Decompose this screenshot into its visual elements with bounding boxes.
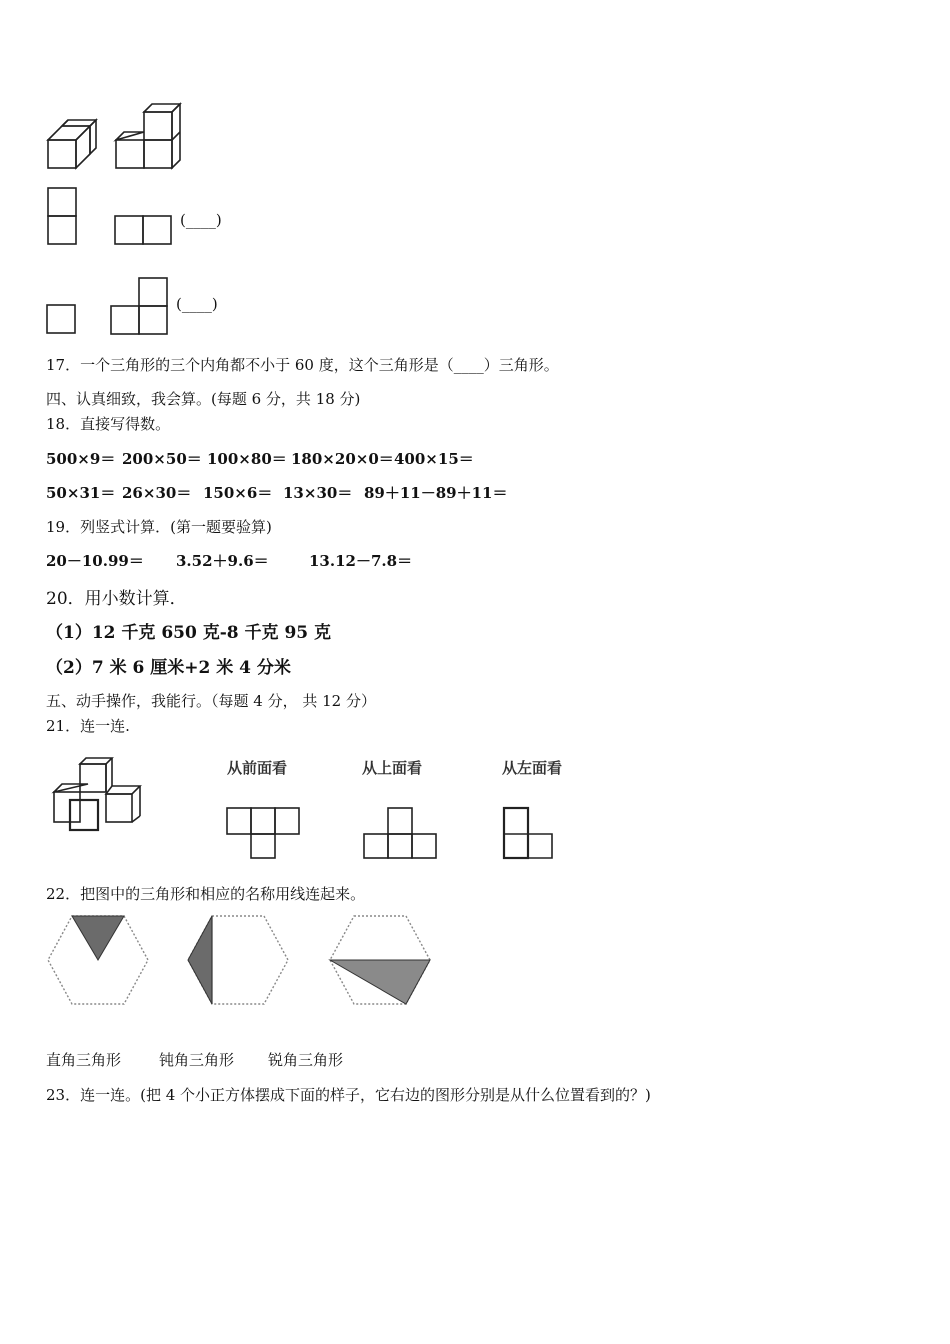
q16-cube-solid-b: [114, 102, 188, 174]
q21-label-top: 从上面看: [362, 759, 423, 777]
q22-triangle-3: [330, 960, 430, 1004]
q21-label-left: 从左面看: [502, 759, 563, 777]
section5-title: 五、动手操作，我能行。（每题 4 分， 共 12 分）: [46, 692, 376, 710]
q20-item-2: （2）7 米 6 厘米+2 米 4 分米: [46, 658, 291, 678]
q16-answer-blank-2[interactable]: (____): [176, 295, 218, 313]
q16-answer-blank-1[interactable]: (____): [180, 211, 222, 229]
q18-r2-c1: 50×31＝: [46, 484, 116, 502]
q18-r1-c5: 400×15＝: [394, 450, 474, 468]
q16-view-vertical: [46, 186, 78, 246]
q19-item-3: 13.12－7.8＝: [309, 552, 413, 570]
q21-view-front: [225, 806, 303, 860]
q21-view-left: [502, 806, 556, 860]
q22-hexagon-1: [46, 914, 150, 1006]
q18-r2-c3: 150×6＝: [203, 484, 273, 502]
q16-view-horizontal: [113, 214, 173, 246]
q22-triangle-2: [188, 916, 212, 1004]
q22-hexagon-3: [328, 914, 434, 1006]
q18-r1-c4: 180×20×0＝: [291, 450, 394, 468]
q21-view-top: [362, 806, 440, 860]
q20-item-1: （1）12 千克 650 克-8 千克 95 克: [46, 623, 332, 643]
q17-text: 17．一个三角形的三个内角都不小于 60 度，这个三角形是（____）三角形。: [46, 356, 559, 374]
q19-title: 19．列竖式计算．(第一题要验算): [46, 518, 272, 536]
q18-title: 18．直接写得数。: [46, 415, 171, 433]
q23-title: 23．连一连。(把 4 个小正方体摆成下面的样子，它右边的图形分别是从什么位置看到的？): [46, 1086, 651, 1104]
q21-title: 21．连一连.: [46, 717, 130, 735]
q18-r1-c2: 200×50＝: [122, 450, 202, 468]
q16-view-l-shape: [109, 276, 169, 336]
q20-title: 20．用小数计算．: [46, 589, 187, 609]
q16-cube-solid-a: [46, 118, 102, 172]
q21-label-front: 从前面看: [227, 759, 288, 777]
q18-r1-c1: 500×9＝: [46, 450, 116, 468]
q22-hexagon-2: [186, 914, 290, 1006]
q22-triangle-1: [72, 916, 124, 960]
q19-item-1: 20－10.99＝: [46, 552, 144, 570]
q22-name-right: 直角三角形: [46, 1051, 122, 1069]
q22-title: 22．把图中的三角形和相应的名称用线连起来。: [46, 885, 366, 903]
q22-name-acute: 锐角三角形: [268, 1051, 344, 1069]
q18-r2-c2: 26×30＝: [122, 484, 192, 502]
q16-view-single: [45, 303, 77, 335]
q18-r2-c5: 89＋11－89＋11＝: [364, 484, 508, 502]
q19-item-2: 3.52＋9.6＝: [176, 552, 269, 570]
q21-cube-solid: [48, 754, 148, 834]
q22-name-obtuse: 钝角三角形: [159, 1051, 235, 1069]
q18-r1-c3: 100×80＝: [207, 450, 287, 468]
q18-r2-c4: 13×30＝: [283, 484, 353, 502]
section4-title: 四、认真细致，我会算。(每题 6 分，共 18 分): [46, 390, 361, 408]
